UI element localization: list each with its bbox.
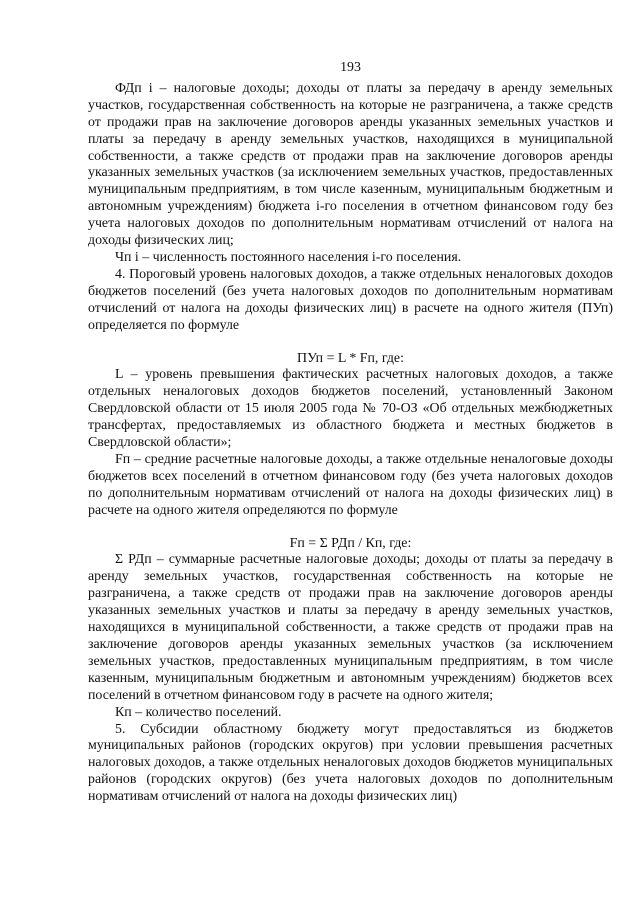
paragraph-sum-rdp-definition: Σ РДп – суммарные расчетные налоговые доходы; доходы от платы за передачу в аренду земельных участков, государственная собственность на которые не разграничена, а также средств от продажи прав на заключение договоров аренды указанных земельных участков и платы за передачу в аренду земельных участков, находящихся в муниципальной собственности, а также средств от продажи прав на заключение договоров аренды указанных земельных участков (за исключением земельных участков, предоставленных муниципальным предприятиям, в том числе казенным, муниципальным бюджетным и автономным учреждениям) бюджетов всех поселений в отчетном финансовом году в расчете на одного жителя; [88, 552, 613, 703]
formula-fp: Fп = Σ РДп / Кп, где: [289, 535, 412, 551]
paragraph-fdp-definition: ФДп i – налоговые доходы; доходы от платы за передачу в аренду земельных участков, государственная собственность на которые не разграничена, а также средств от продажи прав на заключение договоров аренды указанных земельных участков и платы за передачу в аренду земельных участков, находящихся в муниципальной собственности, а также средств от продажи прав на заключение договоров аренды указанных земельных участков (за исключением земельных участков, предоставленных муниципальным предприятиям, в том числе казенным, муниципальным бюджетным и автономным учреждениям) бюджета i-го поселения в отчетном финансовом году без учета налоговых доходов по дополнительным нормативам отчислений от налога на доходы физических лиц; [88, 80, 613, 249]
paragraph-item-4: 4. Пороговый уровень налоговых доходов, а также отдельных неналоговых доходов бюджетов поселений (без учета налоговых доходов по дополнительным нормативам отчислений от налога на доходы физических лиц) в расчете на одного жителя (ПУп) определяется по формуле [88, 266, 613, 333]
formula-pup: ПУп = L * Fп, где: [297, 350, 404, 366]
page-number: 193 [340, 60, 361, 75]
document-page [88, 60, 613, 806]
paragraph-l-definition: L – уровень превышения фактических расчетных налоговых доходов, а также отдельных неналоговых доходов бюджетов поселений, установленный Законом Свердловской области от 15 июля 2005 года № 70-ОЗ «Об отдельных межбюджетных трансфертах, предоставляемых из областного бюджета и местных бюджетов в Свердловской области»; [88, 367, 613, 451]
paragraph-chp-definition: Чп i – численность постоянного населения i-го поселения. [115, 249, 462, 265]
paragraph-fp-definition: Fп – средние расчетные налоговые доходы, а также отдельные неналоговые доходы бюджетов всех поселений в отчетном финансовом году (без учета налоговых доходов по дополнительным нормативам отчислений от налога на доходы физических лиц) в расчете на одного жителя определяются по формуле [88, 451, 613, 518]
paragraph-item-5: 5. Субсидии областному бюджету могут предоставляться из бюджетов муниципальных районов (городских округов) при условии превышения расчетных налоговых доходов, а также отдельных неналоговых доходов бюджетов муниципальных районов (городских округов) (без учета налоговых доходов по дополнительным нормативам отчислений от налога на доходы физических лиц) [88, 721, 613, 805]
paragraph-kp-definition: Кп – количество поселений. [115, 704, 282, 720]
